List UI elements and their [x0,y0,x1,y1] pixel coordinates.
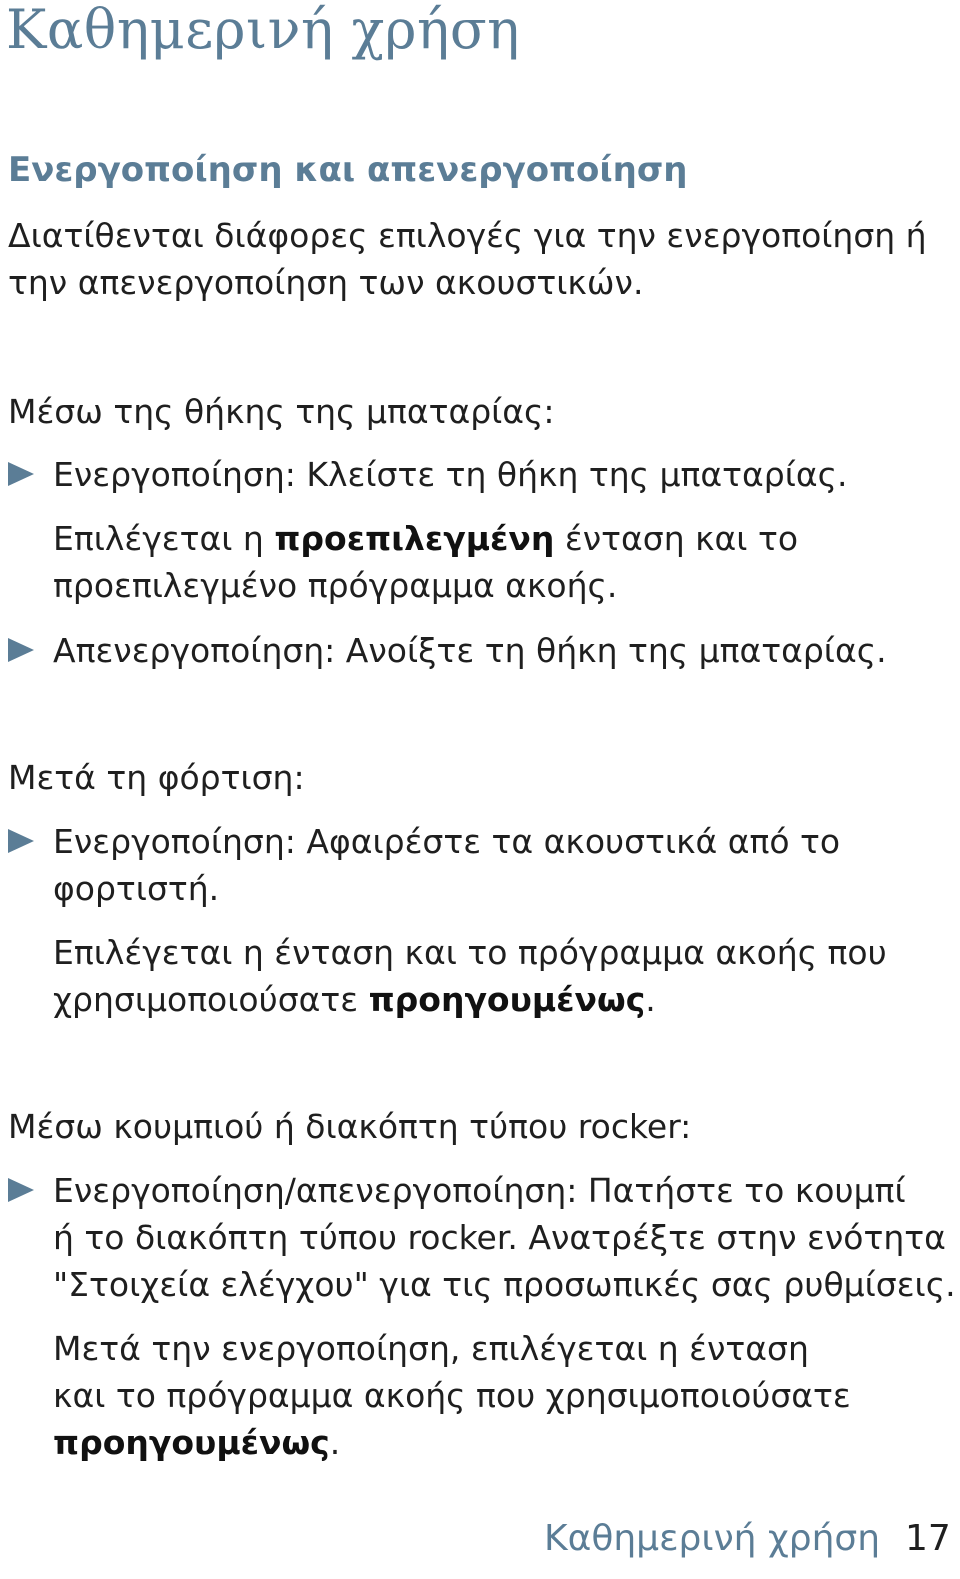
bullet-arrow-icon [8,829,34,853]
footer-section-title: Καθημερινή χρήση [544,1518,881,1559]
section-heading: Ενεργοποίηση και απενεργοποίηση [8,150,688,190]
emphasis-text: προηγουμένως [53,1423,330,1462]
button-note: Μετά την ενεργοποίηση, επιλέγεται η ένταση [53,1329,809,1368]
charging-note: Επιλέγεται η ένταση και το πρόγραμμα ακοής που [53,933,887,972]
intro-line-1: Διατίθενται διάφορες επιλογές για την ενεργοποίηση ή [8,216,927,255]
button-note-line-2: και το πρόγραμμα ακοής που χρησιμοποιούσατε [53,1376,851,1415]
button-instruction: Ενεργοποίηση/απενεργοποίηση: Πατήστε το κουμπί [53,1171,906,1210]
charging-on-instruction-line-2: φορτιστή. [53,869,220,908]
emphasis-text: προηγουμένως [368,980,646,1019]
charging-on-instruction: Ενεργοποίηση: Αφαιρέστε τα ακουστικά από το [53,822,841,861]
battery-on-instruction: Ενεργοποίηση: Κλείστε τη θήκη της μπαταρίας. [53,455,848,494]
battery-off-instruction: Απενεργοποίηση: Ανοίξτε τη θήκη της μπαταρίας. [53,631,887,670]
button-heading: Μέσω κουμπιού ή διακόπτη τύπου rocker: [8,1107,692,1146]
button-instruction-line-2: ή το διακόπτη τύπου rocker. Ανατρέξτε στην ενότητα [53,1218,946,1257]
page-number: 17 [905,1518,951,1559]
charging-heading: Μετά τη φόρτιση: [8,758,305,797]
bullet-arrow-icon [8,1178,34,1202]
battery-on-note: Επιλέγεται η προεπιλεγμένη ένταση και το [53,519,799,558]
bullet-arrow-icon [8,462,34,486]
battery-on-note-line-2: προεπιλεγμένο πρόγραμμα ακοής. [53,566,618,605]
battery-heading: Μέσω της θήκης της μπαταρίας: [8,392,555,431]
emphasis-text: προεπιλεγμένη [274,519,555,558]
charging-note-line-2: χρησιμοποιούσατε προηγουμένως. [53,980,656,1019]
button-note-line-3: προηγουμένως. [53,1423,341,1462]
button-instruction-line-3: "Στοιχεία ελέγχου" για τις προσωπικές σας ρυθμίσεις. [53,1265,956,1304]
intro-line-2: την απενεργοποίηση των ακουστικών. [8,263,644,302]
page-title: Καθημερινή χρήση [6,0,521,61]
bullet-arrow-icon [8,638,34,662]
